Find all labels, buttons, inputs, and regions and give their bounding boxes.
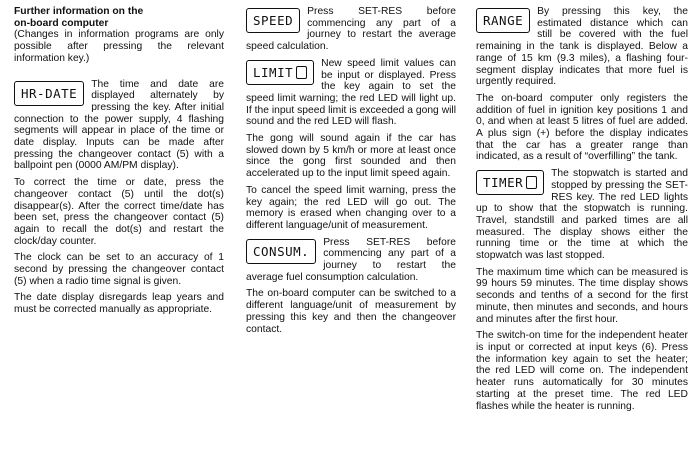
timer-key <box>476 170 544 195</box>
timer-text: The stopwatch is started and stopped by pressing the SET-RES key. The red LED lights up to show that the stopwatch is running. Travel, standstill and parked times are all measured. The display shows either the running time or the time at which the stopwatch was last stopped. <box>476 168 688 262</box>
limit-key <box>246 60 314 85</box>
cancel-paragraph: To cancel the speed limit warning, press the key again; the red LED will go out. The memory is erased when changing over to a different language/unit of measurement. <box>246 184 456 231</box>
column-left <box>14 6 224 321</box>
speed-text: Press SET-RES before commencing any part of a journey to restart the average speed calculation. <box>246 6 456 53</box>
speed-key: SPEED <box>246 8 300 33</box>
accuracy-paragraph: The clock can be set to an accuracy of 1 second by pressing the changeover contact (5) when a radio time signal is given. <box>14 252 224 287</box>
limit-paragraph <box>246 58 456 128</box>
heater-paragraph: The switch-on time for the independent heater is input or corrected at input keys (6). Press the information key again to set the heater; the red LED will come on. The independent heater runs automatically for 30 minutes starting at the preset time. The red LED flashes while the heater is running. <box>476 330 688 412</box>
section-heading-line2: on-board computer <box>14 17 109 29</box>
max-time-paragraph: The maximum time which can be measured is 99 hours 59 minutes. The time display shows seconds and tenths of a second for the first minute, then minutes and seconds, and hours and minutes after the first hour. <box>476 266 688 325</box>
leap-year-paragraph: The date display disregards leap years and must be corrected manually as appropriate. <box>14 292 224 316</box>
intro-paragraph: (Changes in information programs are only possible after pressing the relevant information key.) <box>14 29 224 64</box>
column-middle <box>246 6 456 340</box>
timer-key-label: TIMER <box>483 175 524 191</box>
gong-paragraph: The gong will sound again if the car has slowed down by 5 km/h or more at least once since the gong first sounded and then accelerated up to the input limit speed again. <box>246 133 456 180</box>
limit-text: New speed limit values can be input or displayed. Press the key again to set the speed limit warning; the red LED will light up. If the input speed limit is exceeded a gong will sound and the red LED will flash. <box>246 57 456 128</box>
hrdate-paragraph <box>14 79 224 173</box>
correct-time-paragraph: To correct the time or date, press the changeover contact (5) until the dot(s) disappear(s). After the correct time/date has been set, press the changeover contact (5) again to recall the dot(s) and restart the clock/day counter. <box>14 177 224 247</box>
fuel-paragraph: The on-board computer only registers the addition of fuel in ignition key positions 1 and 0, and when at least 5 litres of fuel are added. A plus sign (+) before the display indicates that the car has a greater range than indicated, as a result of “overfilling” the tank. <box>476 92 688 163</box>
speed-paragraph <box>246 6 456 53</box>
consum-key: CONSUM. <box>246 239 316 264</box>
hrdate-key: HR-DATE <box>14 81 84 106</box>
range-paragraph <box>476 6 688 88</box>
section-heading-line1: Further information on the <box>14 6 144 17</box>
switch-language-paragraph: The on-board computer can be switched to a different language/unit of measurement by pressing this key and then the changeover contact. <box>246 288 456 335</box>
range-key: RANGE <box>476 8 530 33</box>
consum-text: Press SET-RES before commencing any part of a journey to restart the average fuel consumption calculation. <box>246 236 456 283</box>
consum-paragraph <box>246 237 456 284</box>
limit-key-label: LIMIT <box>253 64 294 80</box>
column-right <box>476 6 688 417</box>
timer-paragraph <box>476 168 688 262</box>
range-text: By pressing this key, the estimated distance which can still be covered with the fuel remaining in the tank is displayed. Below a range of 15 km (9.3 miles), a flashing four-segment display indicates that more fuel is urgently required. <box>476 6 688 88</box>
led-square-icon <box>296 66 307 79</box>
hrdate-text: The time and date are displayed alternately by pressing the key. After initial connection to the power supply, 4 flashing segments will appear in place of the time or date display. Inputs can be made after pressing the changeover contact (5) with a ballpoint pen (0000 AM/PM display). <box>14 78 224 172</box>
led-square-icon <box>526 176 537 189</box>
